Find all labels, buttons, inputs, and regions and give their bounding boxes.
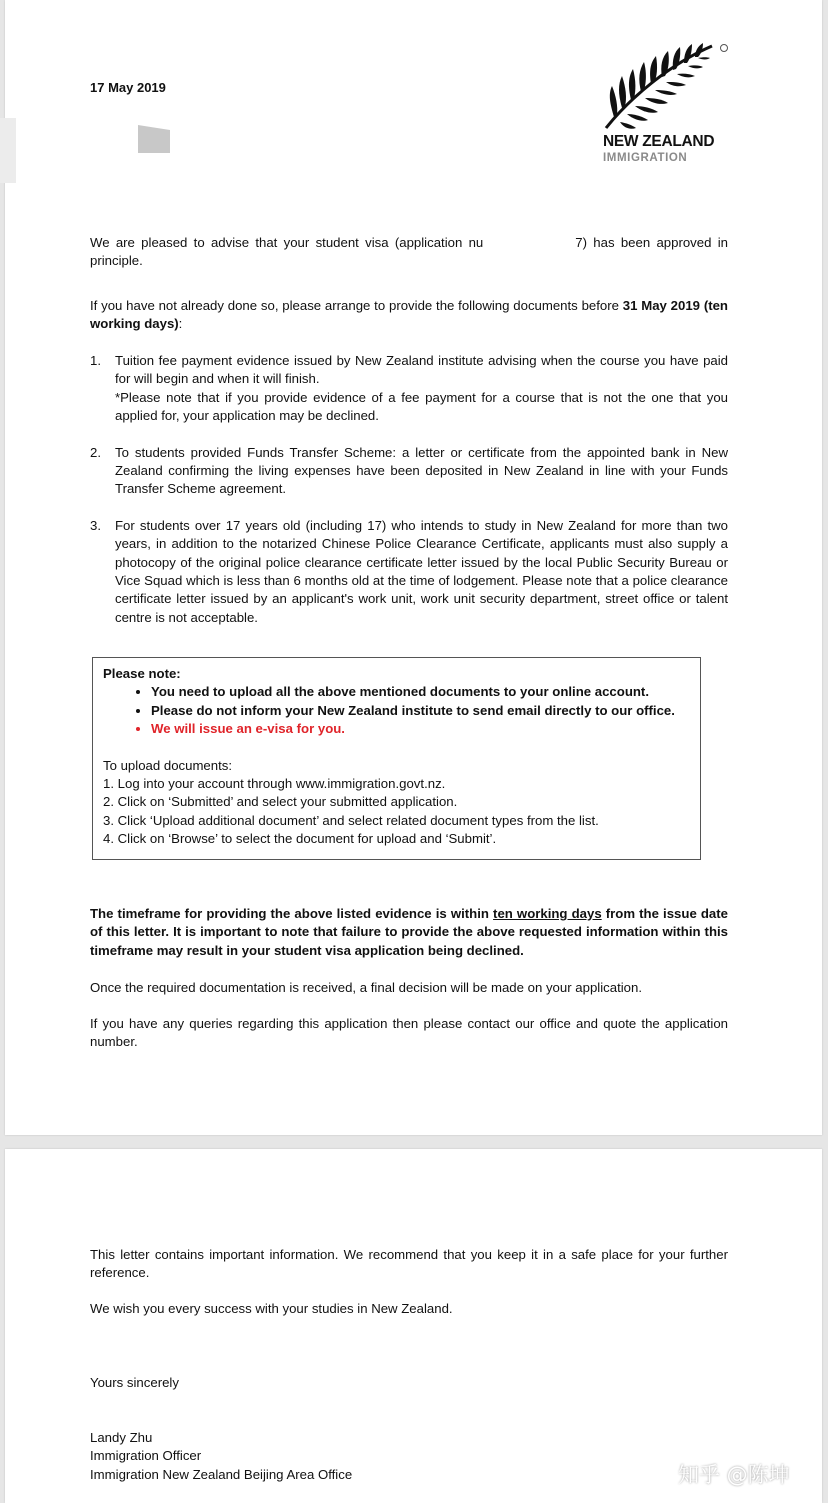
please-note-box xyxy=(92,657,701,860)
signer-office: Immigration New Zealand Beijing Area Office xyxy=(90,1466,353,1482)
signature-block xyxy=(90,1429,352,1484)
upload-step: 1. Log into your account through www.immigration.govt.nz. xyxy=(103,776,446,792)
wish-paragraph: We wish you every success with your studies in New Zealand. xyxy=(90,1301,453,1316)
note-heading: Please note: xyxy=(103,666,181,681)
logo-wordmark: NEW ZEALAND xyxy=(603,133,715,150)
list-item: 3. For students over 17 years old (including 17) who intends to study in New Zealand for more than two years, in addition to the notarized Chinese Police Clearance Certificate, applicants must also supply a photocopy of the original police clearance certificate letter issued by the local Public Security Bureau or Vice Squad which is less than 6 months old at the time of lodgement. Please note that a police clearance certificate letter issued by an applicant's work unit, work unit security department, street office or talent centre is not acceptable. xyxy=(90,517,728,625)
intro-paragraph: We are pleased to advise that your student visa (application nu 7) has been approved in principle. xyxy=(90,235,728,269)
note-bullet-evisa: • We will issue an e-visa for you. xyxy=(151,720,690,738)
note-bullets xyxy=(103,683,690,738)
note-bullet: • Please do not inform your New Zealand institute to send email directly to our office. xyxy=(151,702,690,720)
signer-name: Landy Zhu xyxy=(90,1430,153,1445)
upload-heading: To upload documents: xyxy=(103,757,233,773)
nz-immigration-logo xyxy=(600,42,730,170)
keep-paragraph: This letter contains important information. We recommend that you keep it in a safe place for your further reference. xyxy=(90,1247,728,1281)
queries-paragraph: If you have any queries regarding this application then please contact our office and quote the application number. xyxy=(90,1016,728,1050)
deadline: 31 May 2019 (ten working days) xyxy=(90,298,728,332)
decision-paragraph: Once the required documentation is received, a final decision will be made on your application. xyxy=(90,980,642,995)
page-edge-tab xyxy=(0,118,16,183)
list-item: 1. Tuition fee payment evidence issued by New Zealand institute advising when the course you have paid for will begin and when it will finish. *Please note that if you provide evidence of a fee payment for a course that is not the one that you applied for, your application may be declined. xyxy=(90,353,728,424)
upload-step: 2. Click on ‘Submitted’ and select your submitted application. xyxy=(103,794,458,810)
list-item: 2. To students provided Funds Transfer Scheme: a letter or certificate from the appointed bank in New Zealand confirming the living expenses have been deposited in New Zealand in line with your Funds Transfer Scheme agreement. xyxy=(90,444,728,497)
upload-step: 4. Click on ‘Browse’ to select the document for upload and ‘Submit’. xyxy=(103,831,497,847)
logo-subtitle: IMMIGRATION xyxy=(603,152,688,164)
silver-fern-icon xyxy=(600,42,730,132)
upload-step: 3. Click ‘Upload additional document’ and select related document types from the list. xyxy=(103,812,599,828)
letter-date: 17 May 2019 xyxy=(90,80,166,95)
closing: Yours sincerely xyxy=(90,1375,179,1390)
signer-title: Immigration Officer xyxy=(90,1448,202,1464)
timeframe-paragraph: The timeframe for providing the above listed evidence is within ten working days from the issue date of this letter. It is important to note that failure to provide the above requested information within this timeframe may result in your student visa application being declined. xyxy=(90,906,728,958)
required-documents-list xyxy=(90,352,728,627)
zhihu-watermark: 知乎 @陈坤 xyxy=(678,1463,790,1487)
note-bullet: • You need to upload all the above mentioned documents to your online account. xyxy=(151,683,690,701)
arrange-paragraph: If you have not already done so, please arrange to provide the following documents before 31 May 2019 (ten working days): xyxy=(90,298,728,332)
